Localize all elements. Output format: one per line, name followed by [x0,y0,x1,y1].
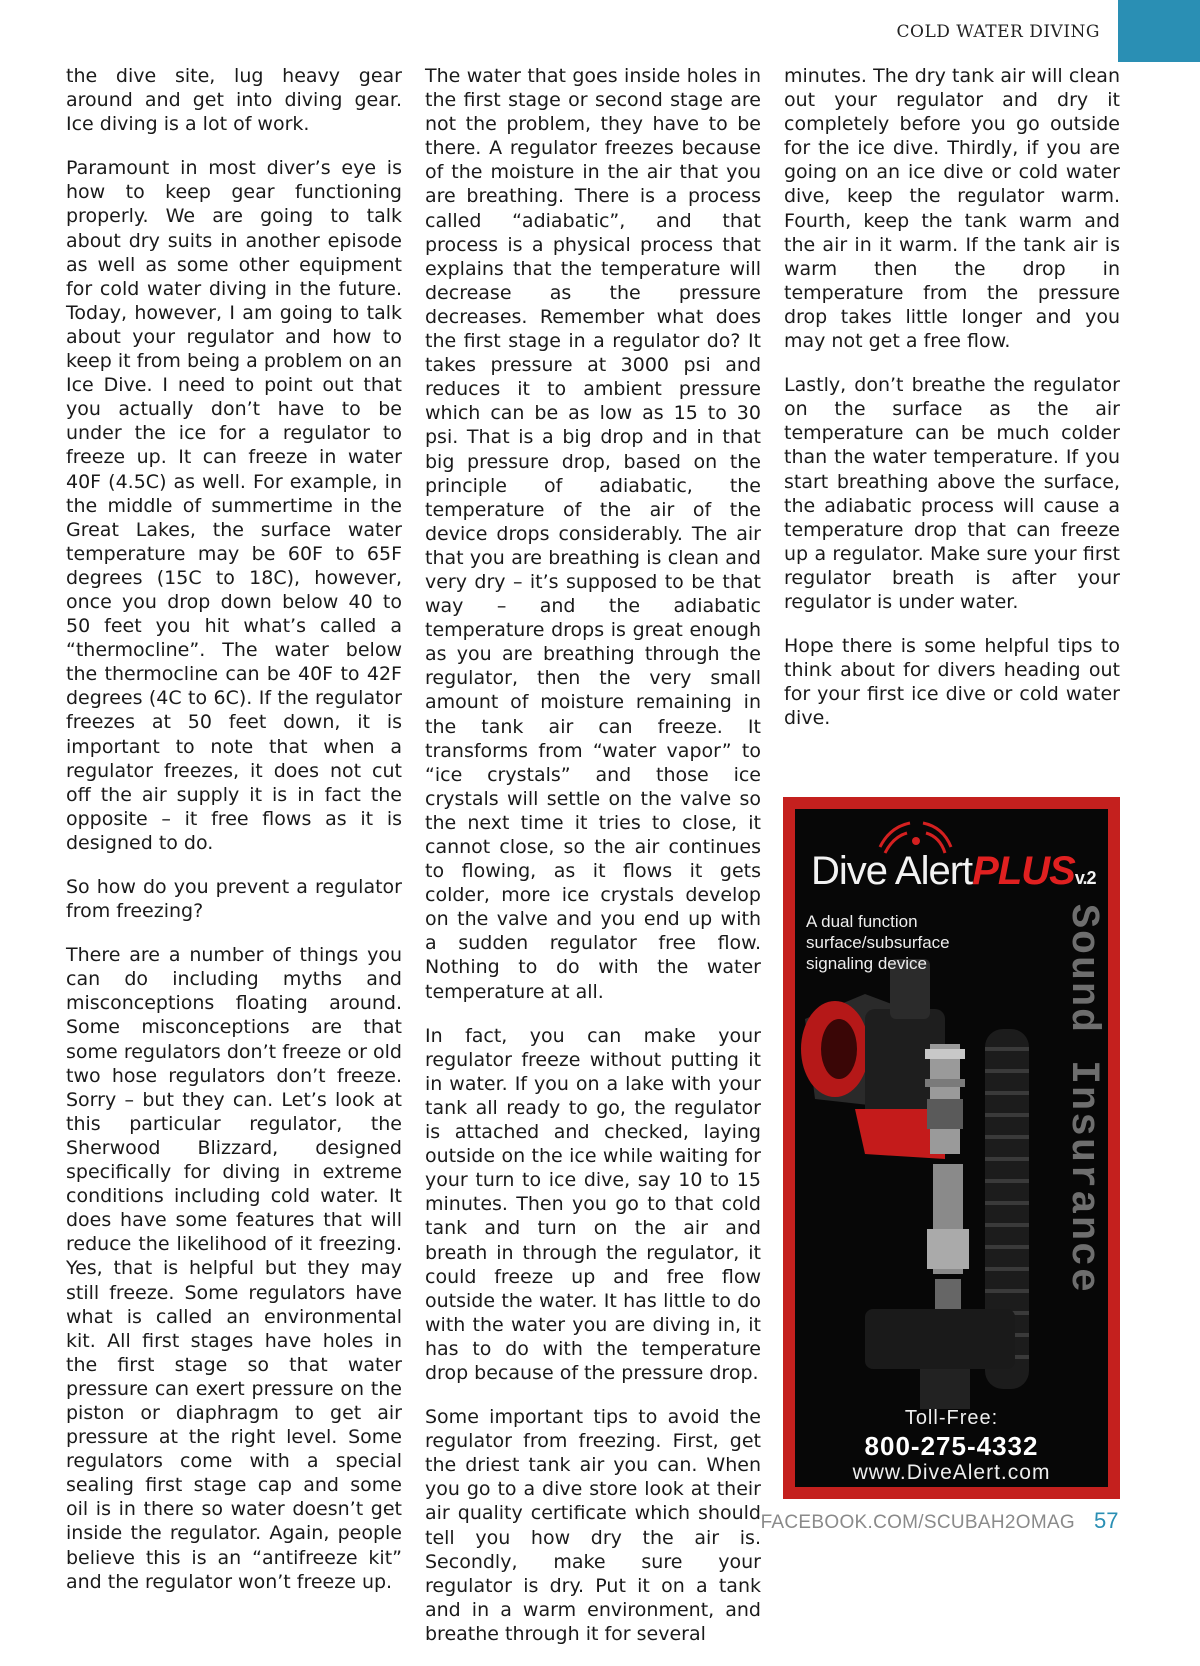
article-column-3 [784,64,1120,750]
paragraph: In fact, you can make your regulator freeze without putting it in water. If you on a lake with your tank all ready to go, the regulator is attached and checked, laying outside on the ice while waiting for your turn to ice dive, say 10 to 15 minutes. Then you go to that cold tank and turn on the air and breath in through the regulator, it could freeze up and free flow outside the water. It has little to do with the water you are diving in, it has to do with the temperature drop because of the pressure drop. [425,1024,761,1384]
divealert-advertisement[interactable] [783,797,1120,1499]
paragraph: the dive site, lug heavy gear around and get into diving gear. Ice diving is a lot of work. [66,65,402,136]
ad-tagline-line: surface/subsurface [806,933,950,952]
ad-panel [795,809,1108,1487]
ad-vertical-slogan: Sound Insurance [1060,904,1105,1295]
ad-toll-free-label: Toll-Free: [904,1407,999,1429]
paragraph: minutes. The dry tank air will clean out your regulator and dry it completely before you go outside for the ice dive. Thirdly, if you are going on an ice dive or cold water dive, keep the regulator warm. Fourth, keep the tank warm and the air in it warm. If the tank air is warm then the drop in temperature from the pressure drop takes little longer and you may not get a free flow. [784,65,1120,353]
ad-website-link[interactable]: www.DiveAlert.com [852,1461,1051,1484]
paragraph: Hope there is some helpful tips to think about for divers heading out for your first ice dive or cold water dive. [784,635,1120,730]
tank-valve-shape [865,1309,1015,1409]
page-number: 57 [1094,1508,1119,1533]
paragraph: Some important tips to avoid the regulator from freezing. First, get the driest tank air you can. When you go to a dive store look at their air quality certificate which should tell you how dry the air is. Secondly, make sure your regulator is dry. Put it on a tank and in a warm environment, and breathe through it for several [425,1406,761,1645]
paragraph: There are a number of things you can do including myths and misconceptions floating around. Some misconceptions are that some regulators don’t freeze or old two hose regulators don’t freeze. Sorry – but they can. Let’s look at this particular regulator, the Sherwood Blizzard, designed specifically for diving in extreme conditions including cold water. It does have some features that will reduce the likelihood of it freezing. Yes, that is helpful but they may still freeze. Some regulators have what is called an environmental kit. All first stages have holes in the first stage so that water pressure can exert pressure on the piston or diaphragm to get air pressure at the right level. Some regulators come with a special sealing first stage cap and some oil is in there so water doesn’t get inside the regulator. Again, people believe this is an “antifreeze kit” and the regulator won’t freeze up. [66,944,402,1593]
ad-brand-logo: Dive AlertPLUSv.2 [811,849,1096,893]
footer-social-link[interactable]: FACEBOOK.COM/SCUBAH2OMAG [760,1512,1075,1533]
article-column-2 [425,64,761,1666]
fittings-shape [925,1044,969,1319]
signal-dot-icon [912,837,920,845]
paragraph: Lastly, don’t breathe the regulator on the surface as the air temperature can be much colder than the water temperature. If you start breathing above the surface, the adiabatic process will cause a temperature drop that can freeze up a regulator. Make sure your first regulator breath is after your regulator is under water. [784,374,1120,613]
article-column-1 [66,64,402,1614]
paragraph: Paramount in most diver’s eye is how to keep gear functioning properly. We are going to talk about dry suits in another episode as well as some other equipment for cold water diving in the future. Today, however, I am going to talk about your regulator and how to keep it from being a problem on an Ice Dive. I need to point out that you actually don’t have to be under the ice for a regulator to freeze up. It can freeze in water 40F (4.5C) as well. For example, in the middle of summertime in the Great Lakes, the surface water temperature may be 60F to 65F degrees (15C to 18C), however, once you drop down below 40 to 50 feet you hit what’s called a “thermocline”. The water below the thermocline can be 40F to 42F degrees (4C to 6C). If the regulator freezes at 50 feet down, it is important to note that when a regulator freezes, it does not cut off the air supply it is in fact the opposite – it free flows as it is designed to do. [66,157,402,854]
ad-phone-number[interactable]: 800-275-4332 [864,1431,1039,1461]
corner-color-tab [1118,0,1200,62]
ad-tagline-line: A dual function [806,912,918,931]
section-title: COLD WATER DIVING [896,22,1100,42]
ad-tagline-line: signaling device [806,954,927,973]
paragraph: The water that goes inside holes in the first stage or second stage are not the problem, they have to be there. A regulator freezes because of the moisture in the air that you are breathing. There is a process called “adiabatic”, and that process is a physical process that explains that the temperature will decrease as the pressure decreases. Remember what does the first stage in a regulator do? It takes pressure at 3000 psi and reduces it to ambient pressure which can be as low as 15 to 30 psi. That is a big drop and in that big pressure drop, based on the principle of adiabatic, the temperature of the air of the device drops considerably. The air that you are breathing is clean and very dry – it’s supposed to be that way – and the adiabatic temperature drops is great enough as you are breathing through the regulator, then the very small amount of moisture remaining in the tank air can freeze. It transforms from “water vapor” to “ice crystals” and those ice crystals will settle on the valve so the next time it tries to close, it cannot close, so the air continues to flowing, as it flows it gets colder, more ice crystals develop on the valve and you end up with a sudden regulator free flow. Nothing to do with the water temperature at all. [425,65,761,1003]
paragraph: So how do you prevent a regulator from freezing? [66,876,402,923]
ad-tagline [806,911,1006,974]
